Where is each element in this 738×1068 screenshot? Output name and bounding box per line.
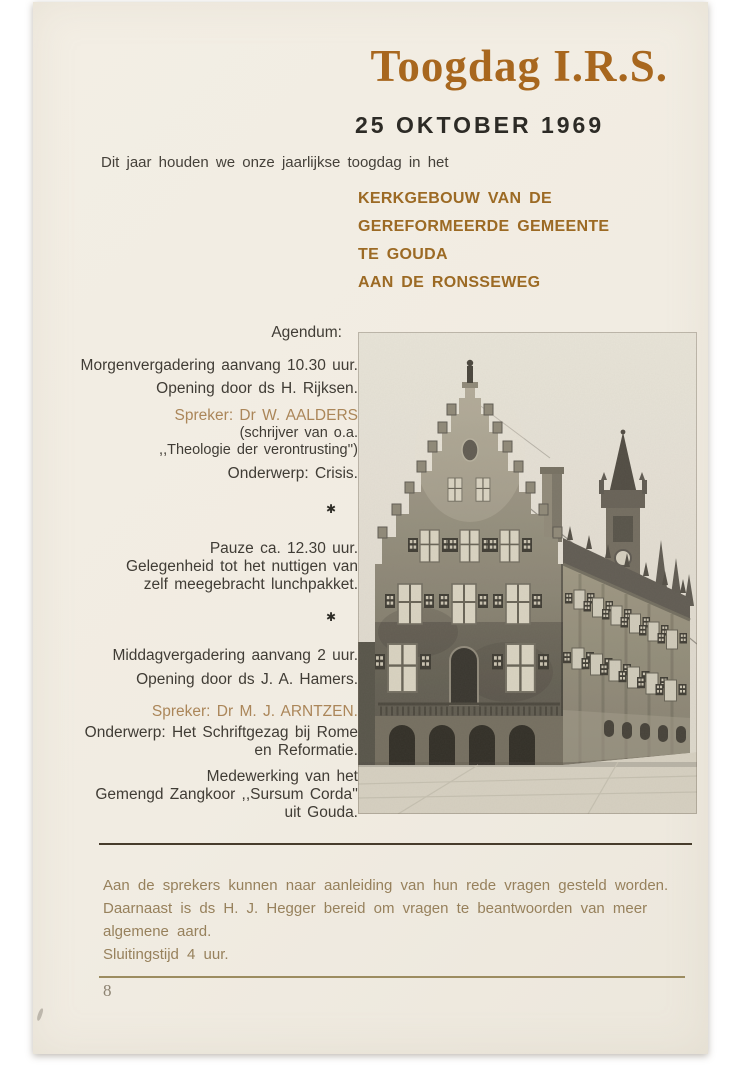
agenda-pause-3: zelf meegebracht lunchpakket. <box>143 576 358 593</box>
intro-line: Dit jaar houden we onze jaarlijkse toogdag in het <box>101 154 449 171</box>
agenda-speaker-1: Spreker: Dr W. AALDERS <box>174 407 358 424</box>
notice-line-1: Aan de sprekers kunnen naar aanleiding van hun rede vragen gesteld worden. <box>103 877 669 894</box>
agenda-speaker-1-note-2: ,,Theologie der verontrusting'') <box>159 442 358 458</box>
agenda-afternoon-1: Middagvergadering aanvang 2 uur. <box>112 647 358 664</box>
page-title: Toogdag I.R.S. <box>370 41 668 91</box>
scanned-page <box>33 2 708 1054</box>
agenda-choir-1: Medewerking van het <box>206 768 358 785</box>
agenda-morning-2: Opening door ds H. Rijksen. <box>156 380 358 397</box>
section-star-1: ✱ <box>325 502 336 516</box>
page-number: 8 <box>103 981 112 1000</box>
venue-line-1: KERKGEBOUW VAN DE <box>358 190 552 207</box>
agenda-choir-3: uit Gouda. <box>284 804 358 821</box>
agenda-speaker-1-note-1: (schrijver van o.a. <box>239 425 358 441</box>
notice-line-4: Sluitingstijd 4 uur. <box>103 946 229 963</box>
notice-line-2: Daarnaast is ds H. J. Hegger bereid om vragen te beantwoorden van meer <box>103 900 648 917</box>
agenda-heading: Agendum: <box>271 324 342 341</box>
agenda-morning-1: Morgenvergadering aanvang 10.30 uur. <box>80 357 358 374</box>
agenda-choir-2: Gemengd Zangkoor ,,Sursum Corda'' <box>95 786 358 803</box>
agenda-topic-2a: Onderwerp: Het Schriftgezag bij Rome <box>84 724 358 741</box>
agenda-afternoon-2: Opening door ds J. A. Hamers. <box>136 671 358 688</box>
gouda-town-hall-photo <box>358 332 697 814</box>
divider-rule-top <box>99 843 692 845</box>
venue-line-2: GEREFORMEERDE GEMEENTE <box>358 218 610 235</box>
divider-rule-bottom <box>99 976 685 978</box>
event-date: 25 OKTOBER 1969 <box>355 112 605 138</box>
agenda-topic-1: Onderwerp: Crisis. <box>227 465 358 482</box>
section-star-2: ✱ <box>325 610 336 624</box>
agenda-topic-2b: en Reformatie. <box>254 742 358 759</box>
venue-line-4: AAN DE RONSSEWEG <box>358 274 541 291</box>
agenda-pause-1: Pauze ca. 12.30 uur. <box>209 540 358 557</box>
venue-block <box>358 185 609 297</box>
agenda-pause-2: Gelegenheid tot het nuttigen van <box>125 558 358 575</box>
notice-block <box>103 874 668 966</box>
agenda-speaker-2: Spreker: Dr M. J. ARNTZEN. <box>151 703 358 720</box>
notice-line-3: algemene aard. <box>103 923 212 940</box>
venue-line-3: TE GOUDA <box>358 246 448 263</box>
pen-mark <box>36 1008 44 1022</box>
